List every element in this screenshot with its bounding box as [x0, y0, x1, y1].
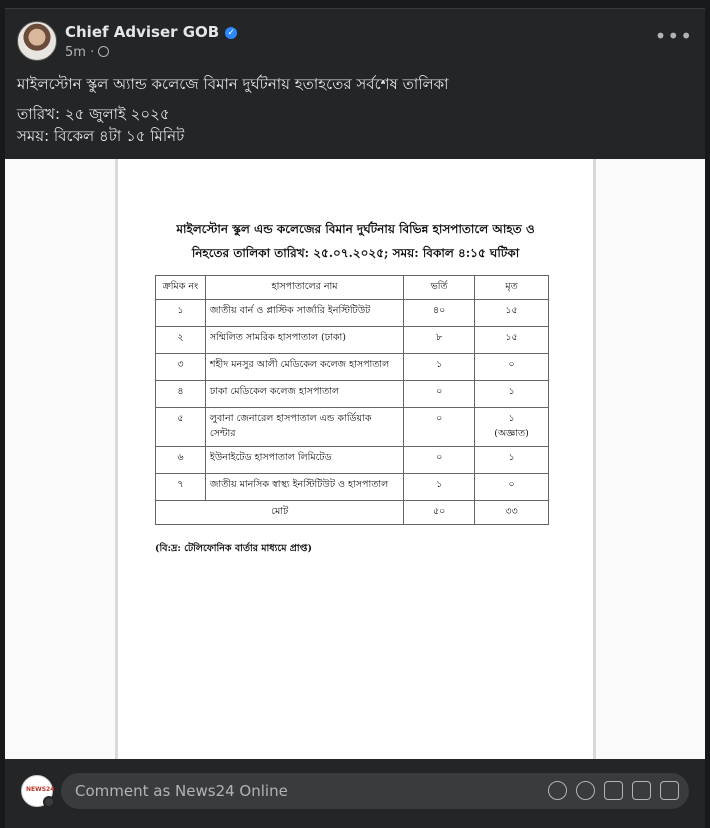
document-note: (বি:দ্র: টেলিফোনিক বার্তার মাধ্যমে প্রাপ্ত) [155, 543, 312, 554]
table-row [156, 474, 549, 501]
verified-badge-icon: ✓ [225, 27, 237, 39]
total-dead: ৩৩ [475, 501, 549, 525]
document-page [118, 159, 593, 759]
document-title-line2: নিহতের তালিকা তারিখ: ২৫.০৭.২০২৫; সময়: বিকাল ৪:১৫ ঘটিকা [191, 246, 520, 260]
header-serial: ক্রমিক নং [156, 276, 206, 300]
image-margin-left [5, 159, 115, 759]
cell-serial: ৪ [156, 381, 206, 408]
cell-serial: ৩ [156, 354, 206, 381]
cell-hospital: জাতীয় বার্ন ও প্লাস্টিক সার্জারি ইনস্টিটিউট [205, 300, 403, 327]
comment-tools [548, 781, 679, 801]
table-row [156, 381, 549, 408]
post-header [17, 21, 693, 65]
table-header-row [156, 276, 549, 300]
cell-hospital: লুবানা জেনারেল হাসপাতাল এন্ড কার্ডিয়াক সেন্টার [205, 408, 403, 447]
cell-dead: ১ [475, 381, 549, 408]
commenter-avatar-text: NEWS24 [26, 786, 55, 793]
header-hospital: হাসপাতালের নাম [205, 276, 403, 300]
cell-dead-with-note [475, 408, 549, 447]
caption-time: সময়: বিকেল ৪টা ১৫ মিনিট [17, 127, 185, 145]
caption-headline: মাইলস্টোন স্কুল অ্যান্ড কলেজে বিমান দুর্ঘটনায় হতাহতের সর্বশেষ তালিকা [17, 75, 449, 93]
cell-admitted: ১ [404, 474, 475, 501]
cell-hospital: শহীদ মনসুর আলী মেডিকেল কলেজ হাসপাতাল [205, 354, 403, 381]
image-margin-right [596, 159, 705, 759]
cell-hospital: সম্মিলিত সামরিক হাসপাতাল (ঢাকা) [205, 327, 403, 354]
gif-icon[interactable] [632, 781, 651, 800]
table-row [156, 354, 549, 381]
header-admitted: ভর্তি [404, 276, 475, 300]
cell-dead: ১৫ [475, 327, 549, 354]
document-title [118, 217, 593, 265]
cell-hospital: ঢাকা মেডিকেল কলেজ হাসপাতাল [205, 381, 403, 408]
author-name-row [65, 23, 237, 41]
post-card [5, 8, 705, 827]
cell-dead-note: (অজ্ঞাত) [494, 428, 529, 439]
cell-dead: ০ [475, 474, 549, 501]
comment-bar [5, 759, 705, 828]
cell-serial: ১ [156, 300, 206, 327]
table-row [156, 447, 549, 474]
comment-placeholder: Comment as News24 Online [75, 782, 288, 800]
table-total-row [156, 501, 549, 525]
cell-serial: ৬ [156, 447, 206, 474]
cell-dead: ১৫ [475, 300, 549, 327]
total-label: মোট [156, 501, 404, 525]
casualty-table [155, 275, 549, 525]
table-row [156, 300, 549, 327]
author-name[interactable]: Chief Adviser GOB [65, 23, 220, 41]
cell-hospital: জাতীয় মানসিক স্বাস্থ্য ইনস্টিটিউট ও হাসপাতাল [205, 474, 403, 501]
cell-admitted: ১ [404, 354, 475, 381]
cell-admitted: ৮ [404, 327, 475, 354]
post-image[interactable] [5, 159, 705, 759]
post-time[interactable]: 5m [65, 45, 86, 60]
emoji-icon[interactable] [576, 781, 595, 800]
header-dead: মৃত [475, 276, 549, 300]
more-options-icon[interactable]: ••• [654, 24, 693, 48]
cell-dead: ১ [508, 413, 515, 424]
table-row [156, 327, 549, 354]
comment-input[interactable] [61, 773, 689, 809]
camera-icon[interactable] [604, 781, 623, 800]
document-title-line1: মাইলস্টোন স্কুল এন্ড কলেজের বিমান দুর্ঘটনায় বিভিন্ন হাসপাতালে আহত ও [176, 222, 535, 236]
cell-serial: ২ [156, 327, 206, 354]
profile-switch-chevron-icon[interactable] [43, 796, 55, 808]
sticker-icon[interactable] [660, 781, 679, 800]
cell-admitted: ০ [404, 447, 475, 474]
cell-serial: ৭ [156, 474, 206, 501]
meta-separator: · [85, 45, 95, 60]
cell-dead: ১ [475, 447, 549, 474]
cell-admitted: ০ [404, 408, 475, 447]
avatar-sticker-icon[interactable] [548, 781, 567, 800]
cell-hospital: ইউনাইটেড হাসপাতাল লিমিটেড [205, 447, 403, 474]
cell-admitted: ৪০ [404, 300, 475, 327]
cell-admitted: ০ [404, 381, 475, 408]
table-row [156, 408, 549, 447]
cell-dead: ০ [475, 354, 549, 381]
total-admitted: ৫০ [404, 501, 475, 525]
post-caption [17, 73, 693, 147]
page-edge-right [593, 159, 596, 759]
author-avatar[interactable] [17, 21, 57, 61]
cell-serial: ৫ [156, 408, 206, 447]
globe-icon [98, 46, 109, 57]
caption-date: তারিখ: ২৫ জুলাই ২০২৫ [17, 105, 170, 123]
post-meta [65, 45, 109, 60]
